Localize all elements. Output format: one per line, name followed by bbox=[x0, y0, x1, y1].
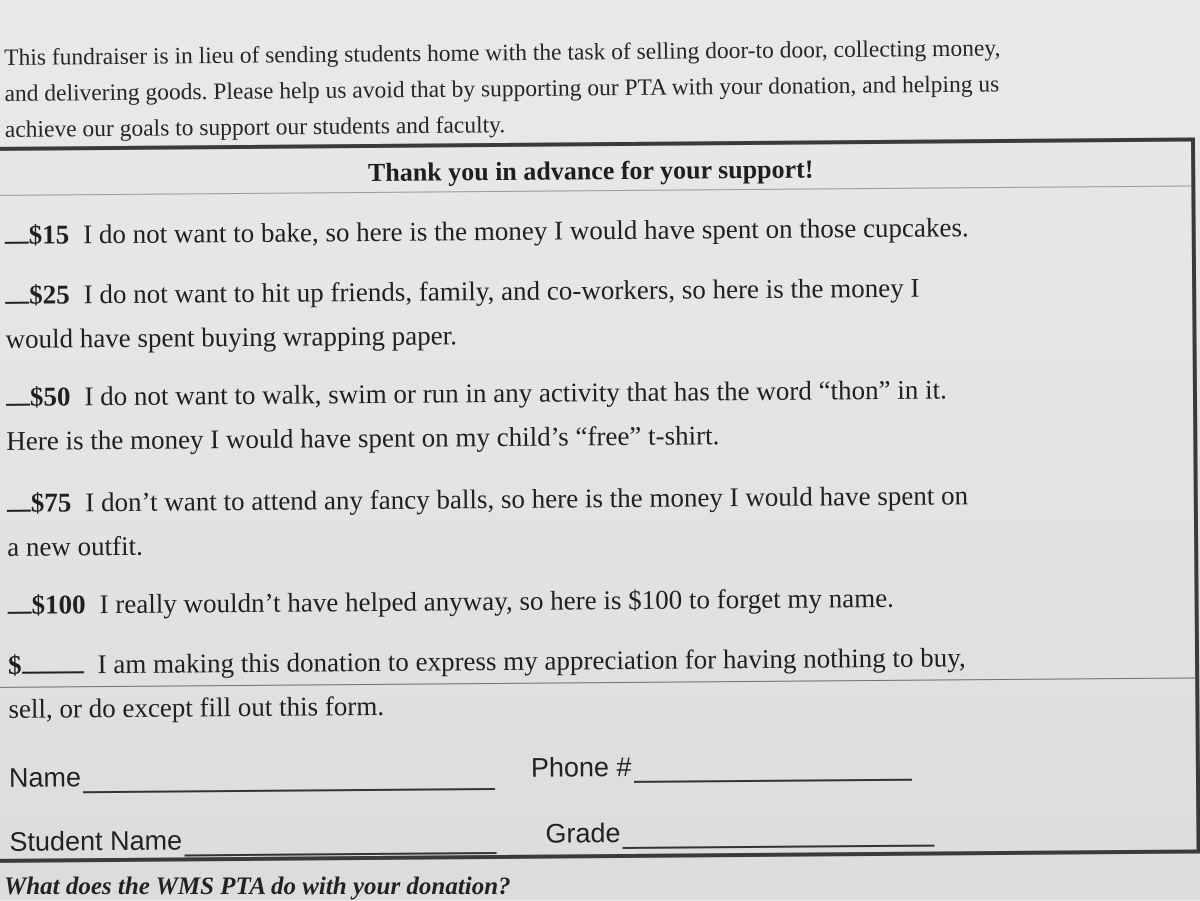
phone-field[interactable] bbox=[531, 750, 912, 784]
student-name-input-line[interactable] bbox=[184, 826, 496, 856]
grade-input-line[interactable] bbox=[622, 819, 934, 849]
grade-field[interactable] bbox=[545, 816, 934, 850]
amount-label: $15 bbox=[28, 219, 70, 250]
intro-line-3: achieve our goals to support our students and faculty. bbox=[4, 112, 506, 143]
option-text-continued: Here is the money I would have spent on my child’s “free” t-shirt. bbox=[6, 420, 720, 456]
option-text: I really wouldn’t have helped anyway, so here is $100 to forget my name. bbox=[99, 582, 894, 620]
name-label: Name bbox=[8, 762, 82, 793]
custom-amount-blank[interactable] bbox=[21, 645, 83, 673]
option-text-continued: sell, or do except fill out this form. bbox=[8, 690, 385, 724]
option-text: I do not want to walk, swim or run in any activity that has the word “thon” in it. bbox=[84, 374, 947, 412]
name-field[interactable] bbox=[9, 759, 495, 794]
option-text: I do not want to bake, so here is the money I would have spent on those cupcakes. bbox=[83, 212, 969, 250]
amount-label: $50 bbox=[29, 381, 71, 412]
checkbox-blank[interactable] bbox=[6, 378, 30, 406]
grade-label: Grade bbox=[545, 818, 621, 849]
phone-label: Phone # bbox=[530, 751, 632, 783]
intro-paragraph bbox=[4, 29, 1190, 148]
checkbox-blank[interactable] bbox=[5, 216, 29, 244]
donation-option-75[interactable] bbox=[7, 472, 1186, 569]
option-text: I do not want to hit up friends, family, and co-workers, so here is the money I bbox=[83, 272, 920, 310]
dollar-sign: $ bbox=[7, 649, 22, 680]
intro-line-1: This fundraiser is in lieu of sending students home with the task of selling door-to door, collecting money, bbox=[4, 35, 1001, 71]
option-text-continued: would have spent buying wrapping paper. bbox=[5, 320, 458, 354]
donation-form-box bbox=[0, 138, 1200, 863]
donation-option-100[interactable] bbox=[7, 574, 1185, 627]
amount-label: $25 bbox=[29, 279, 70, 310]
amount-label: $100 bbox=[31, 589, 86, 620]
donation-option-50[interactable] bbox=[6, 366, 1185, 463]
option-text: I am making this donation to express my appreciation for having nothing to buy, bbox=[97, 642, 966, 680]
option-text-continued: a new outfit. bbox=[7, 530, 143, 562]
intro-line-2: and delivering goods. Please help us avoid that by supporting our PTA with your donation, and helping us bbox=[4, 71, 1000, 107]
checkbox-blank[interactable] bbox=[7, 484, 31, 512]
form-title: Thank you in advance for your support! bbox=[367, 154, 814, 188]
footer-heading: What does the WMS PTA do with your donation? bbox=[4, 873, 511, 900]
option-text: I don’t want to attend any fancy balls, so here is the money I would have spent on bbox=[85, 480, 969, 518]
checkbox-blank[interactable] bbox=[7, 586, 31, 614]
donation-option-25[interactable] bbox=[5, 264, 1184, 361]
checkbox-blank[interactable] bbox=[5, 276, 29, 304]
phone-input-line[interactable] bbox=[633, 753, 911, 783]
name-input-line[interactable] bbox=[83, 762, 495, 793]
student-name-label: Student Name bbox=[9, 825, 183, 857]
donation-option-15[interactable] bbox=[5, 204, 1183, 257]
amount-label: $75 bbox=[30, 487, 72, 518]
student-name-field[interactable] bbox=[9, 823, 496, 858]
